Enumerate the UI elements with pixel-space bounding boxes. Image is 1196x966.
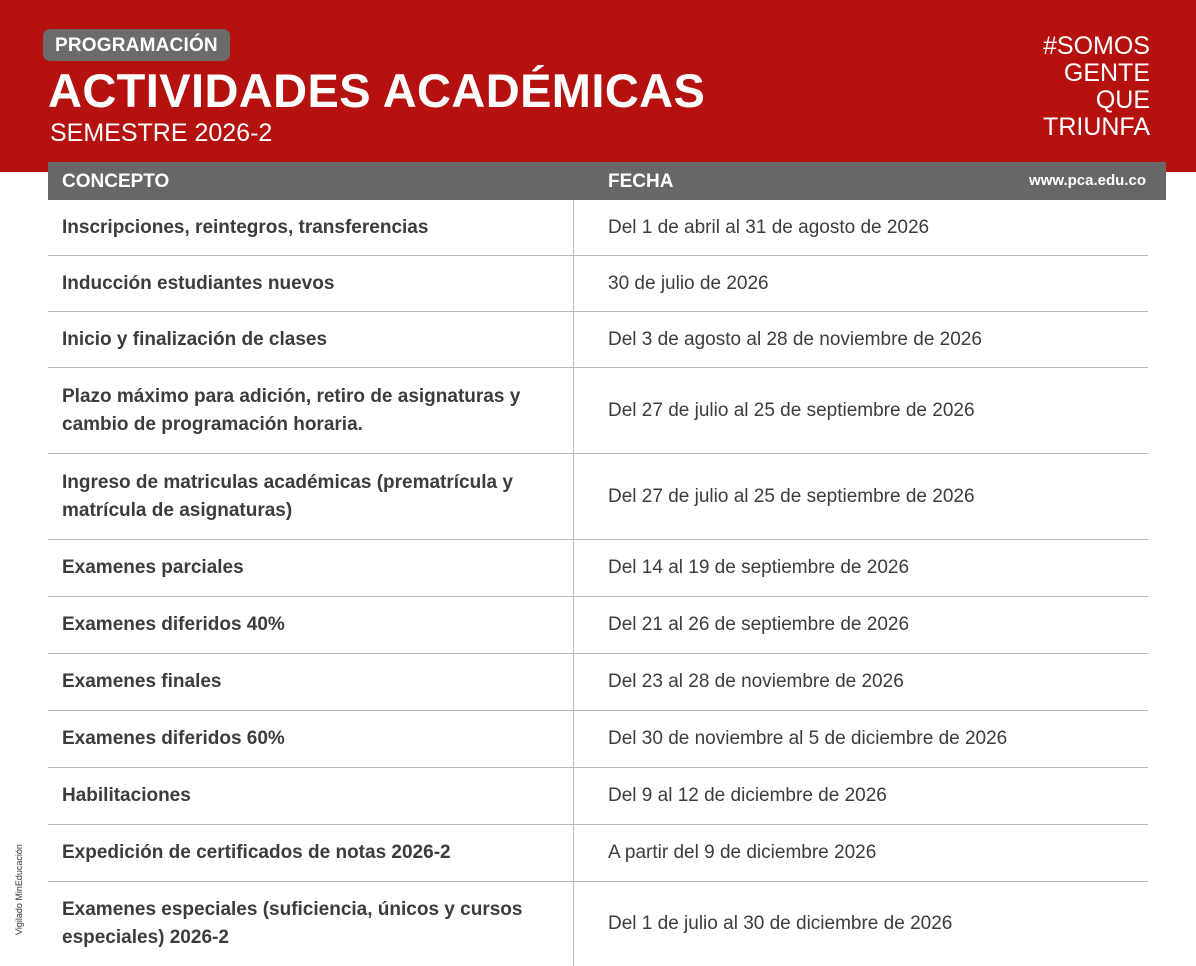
fecha-cell: Del 23 al 28 de noviembre de 2026 xyxy=(573,654,1148,710)
column-header-concepto: CONCEPTO xyxy=(62,171,170,192)
fecha-cell: Del 1 de julio al 30 de diciembre de 2026 xyxy=(573,882,1148,966)
table-header xyxy=(48,162,1166,200)
fecha-cell: A partir del 9 de diciembre 2026 xyxy=(573,825,1148,881)
vigilado-mineducacion-label: Vigilado MinEducación xyxy=(14,844,24,935)
concepto-cell: Expedición de certificados de notas 2026-2 xyxy=(62,842,451,863)
semester-subtitle: SEMESTRE 2026-2 xyxy=(50,119,273,147)
table-row xyxy=(48,711,1148,768)
fecha-cell: 30 de julio de 2026 xyxy=(573,256,1148,311)
header-banner xyxy=(0,0,1196,172)
concepto-cell: Inscripciones, reintegros, transferencias xyxy=(62,216,429,238)
slogan xyxy=(950,33,1150,141)
concepto-cell: Examenes parciales xyxy=(62,557,244,578)
table-row xyxy=(48,312,1148,368)
concepto-cell: Inducción estudiantes nuevos xyxy=(62,272,335,294)
programacion-badge: PROGRAMACIÓN xyxy=(43,29,230,61)
slogan-line: QUE xyxy=(1095,86,1150,114)
concepto-cell: Habilitaciones xyxy=(62,785,191,806)
concepto-cell: Examenes especiales (suficiencia, únicos y cursos especiales) 2026-2 xyxy=(62,899,523,948)
slogan-line: TRIUNFA xyxy=(1043,113,1150,141)
column-header-fecha: FECHA xyxy=(608,171,674,192)
slogan-line: GENTE xyxy=(1063,59,1150,87)
table-row xyxy=(48,200,1148,256)
fecha-cell: Del 9 al 12 de diciembre de 2026 xyxy=(573,768,1148,824)
table-row xyxy=(48,454,1148,540)
concepto-cell: Examenes diferidos 40% xyxy=(62,614,285,635)
table-row xyxy=(48,825,1148,882)
concepto-cell: Inicio y finalización de clases xyxy=(62,328,328,350)
fecha-cell: Del 14 al 19 de septiembre de 2026 xyxy=(573,540,1148,596)
fecha-cell: Del 21 al 26 de septiembre de 2026 xyxy=(573,597,1148,653)
table-row xyxy=(48,882,1148,966)
concepto-cell: Examenes diferidos 60% xyxy=(62,728,285,749)
concepto-cell: Plazo máximo para adición, retiro de asignaturas y cambio de programación horaria. xyxy=(62,385,521,435)
concepto-cell: Ingreso de matriculas académicas (prematrícula y matrícula de asignaturas) xyxy=(62,471,513,521)
table-row xyxy=(48,368,1148,454)
table-row xyxy=(48,597,1148,654)
page-title: ACTIVIDADES ACADÉMICAS xyxy=(48,64,706,117)
concepto-cell: Examenes finales xyxy=(62,671,222,692)
table-row xyxy=(48,654,1148,711)
table-row xyxy=(48,540,1148,597)
schedule-table xyxy=(48,200,1148,966)
slogan-line: #SOMOS xyxy=(1043,32,1150,60)
fecha-cell: Del 27 de julio al 25 de septiembre de 2026 xyxy=(573,454,1148,539)
fecha-cell: Del 1 de abril al 31 de agosto de 2026 xyxy=(573,200,1148,255)
fecha-cell: Del 3 de agosto al 28 de noviembre de 2026 xyxy=(573,312,1148,367)
table-row xyxy=(48,768,1148,825)
table-row xyxy=(48,256,1148,312)
fecha-cell: Del 27 de julio al 25 de septiembre de 2026 xyxy=(573,368,1148,453)
fecha-cell: Del 30 de noviembre al 5 de diciembre de 2026 xyxy=(573,711,1148,767)
website-link[interactable]: www.pca.edu.co xyxy=(1029,172,1146,189)
